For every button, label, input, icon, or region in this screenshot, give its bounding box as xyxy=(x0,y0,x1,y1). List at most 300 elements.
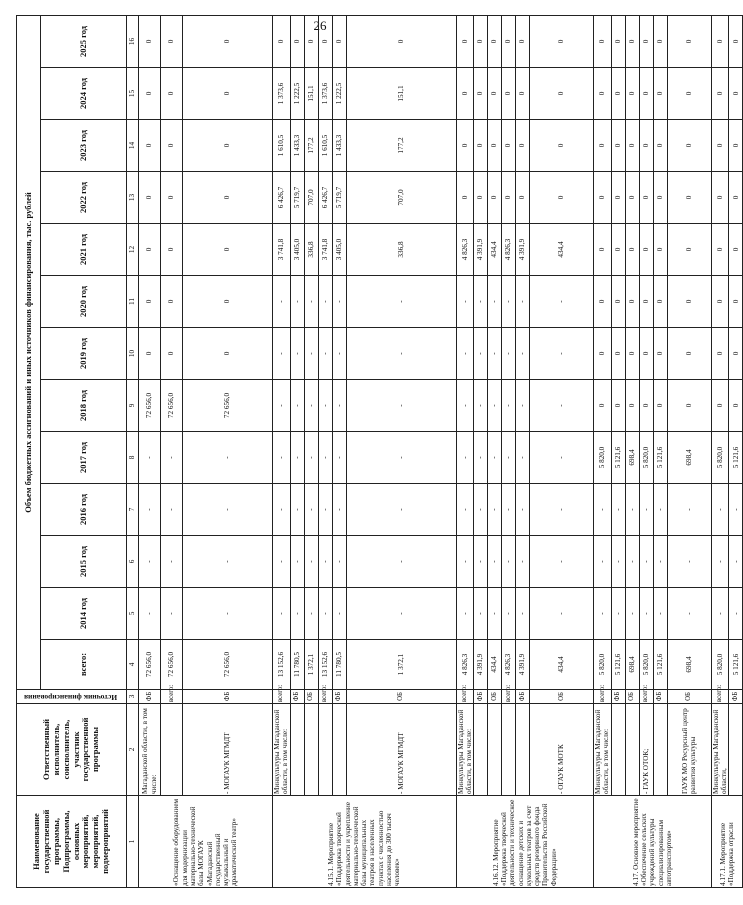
column-number: 5 xyxy=(127,588,139,640)
column-number: 15 xyxy=(127,68,139,120)
year-value-cell: 0 xyxy=(530,15,594,67)
year-value-cell: 0 xyxy=(711,120,729,172)
year-value-cell: 0 xyxy=(161,68,183,120)
year-value-cell: - xyxy=(139,432,161,484)
year-value-cell: - xyxy=(139,536,161,588)
total-cell: 4 391,9 xyxy=(516,640,530,690)
year-value-cell: 707,0 xyxy=(304,172,318,224)
column-number: 13 xyxy=(127,172,139,224)
table-row xyxy=(667,15,711,887)
year-value-cell: 0 xyxy=(474,15,488,67)
source-cell: ОБ xyxy=(488,690,502,704)
year-value-cell: 0 xyxy=(625,15,639,67)
year-value-cell: 707,0 xyxy=(346,172,456,224)
year-value-cell: 0 xyxy=(653,224,667,276)
year-value-cell: - xyxy=(332,380,346,432)
year-value-cell: 1 433,3 xyxy=(332,120,346,172)
header-total: всего: xyxy=(41,640,127,690)
year-value-cell: - xyxy=(161,588,183,640)
executor-cell: - ГАУК ОТОК; xyxy=(639,704,653,796)
table-row xyxy=(474,15,488,887)
executor-cell xyxy=(729,704,743,796)
year-value-cell: 177,2 xyxy=(304,120,318,172)
year-value-cell: 0 xyxy=(667,224,711,276)
source-cell: всего: xyxy=(594,690,612,704)
year-value-cell: 0 xyxy=(667,120,711,172)
year-value-cell: 0 xyxy=(667,276,711,328)
year-value-cell: 0 xyxy=(183,328,273,380)
year-value-cell: 0 xyxy=(502,68,516,120)
year-value-cell: - xyxy=(488,380,502,432)
year-value-cell: 0 xyxy=(653,380,667,432)
year-value-cell: - xyxy=(653,536,667,588)
year-value-cell: 0 xyxy=(611,68,625,120)
year-value-cell: - xyxy=(639,588,653,640)
year-value-cell: - xyxy=(611,536,625,588)
year-value-cell: 0 xyxy=(161,224,183,276)
year-value-cell: 5 820,0 xyxy=(594,432,612,484)
source-cell: всего: xyxy=(456,690,474,704)
year-value-cell: 0 xyxy=(530,120,594,172)
program-name-cell: 4.17. Основное мероприятие «Обеспечение сельских учреждений культуры специализированным автотранспортом» xyxy=(594,796,712,888)
total-cell: 4 826,3 xyxy=(456,640,474,690)
year-value-cell: 1 610,5 xyxy=(318,120,332,172)
year-value-cell: - xyxy=(290,484,304,536)
year-value-cell: - xyxy=(273,380,291,432)
source-cell: ФБ xyxy=(183,690,273,704)
column-number: 7 xyxy=(127,484,139,536)
year-value-cell: - xyxy=(667,484,711,536)
year-value-cell: 0 xyxy=(516,15,530,67)
source-cell: всего: xyxy=(502,690,516,704)
header-volume: Объем бюджетных ассигнований и иных источников финансирования, тыс. рублей xyxy=(17,15,41,689)
year-value-cell: 0 xyxy=(711,224,729,276)
total-cell: 5 121,6 xyxy=(653,640,667,690)
year-value-cell: 0 xyxy=(456,172,474,224)
year-header: 2016 год xyxy=(41,484,127,536)
executor-cell xyxy=(516,704,530,796)
year-header: 2015 год xyxy=(41,536,127,588)
year-value-cell: - xyxy=(594,536,612,588)
year-value-cell: - xyxy=(304,380,318,432)
table-row xyxy=(304,15,318,887)
executor-cell: - МОГАУК МГМДТ xyxy=(346,704,456,796)
year-value-cell: 3 741,8 xyxy=(318,224,332,276)
total-cell: 11 780,5 xyxy=(332,640,346,690)
year-value-cell: 698,4 xyxy=(625,432,639,484)
year-value-cell: 0 xyxy=(625,224,639,276)
total-cell: 5 121,6 xyxy=(729,640,743,690)
year-value-cell: 0 xyxy=(639,276,653,328)
year-value-cell: - xyxy=(273,588,291,640)
header-source: Источник финансирования xyxy=(17,690,127,704)
source-cell: всего: xyxy=(273,690,291,704)
program-name-cell: 4.16.12. Мероприятие «Поддержка творческой деятельности и техническое оснащение детских и кукольных театров за счет средств резервного фонда Правительства Российской Федерации» xyxy=(456,796,594,888)
year-value-cell: 0 xyxy=(653,15,667,67)
year-value-cell: - xyxy=(488,484,502,536)
year-value-cell: 0 xyxy=(161,276,183,328)
year-value-cell: 6 426,7 xyxy=(273,172,291,224)
year-header: 2014 год xyxy=(41,588,127,640)
year-value-cell: - xyxy=(625,588,639,640)
column-number: 4 xyxy=(127,640,139,690)
year-value-cell: 0 xyxy=(594,380,612,432)
year-value-cell: - xyxy=(729,484,743,536)
column-number: 10 xyxy=(127,328,139,380)
year-value-cell: - xyxy=(304,588,318,640)
year-value-cell: 0 xyxy=(474,172,488,224)
executor-cell: Магаданской области, в том числе: xyxy=(139,704,161,796)
year-value-cell: - xyxy=(516,432,530,484)
year-value-cell: 0 xyxy=(474,120,488,172)
year-value-cell: - xyxy=(183,588,273,640)
total-cell: 4 391,9 xyxy=(474,640,488,690)
year-header: 2021 год xyxy=(41,224,127,276)
year-value-cell: 0 xyxy=(611,120,625,172)
table-row xyxy=(611,15,625,887)
year-value-cell: - xyxy=(516,588,530,640)
source-cell: всего: xyxy=(639,690,653,704)
year-value-cell: - xyxy=(729,588,743,640)
header-executor: Ответственный исполнитель, соисполнитель, участник государственной программы xyxy=(17,704,127,796)
executor-cell xyxy=(290,704,304,796)
year-value-cell: 0 xyxy=(516,172,530,224)
year-value-cell: 151,1 xyxy=(346,68,456,120)
table-row xyxy=(653,15,667,887)
executor-cell: - МОГАУК МГМДТ xyxy=(183,704,273,796)
year-value-cell: 1 222,5 xyxy=(332,68,346,120)
year-value-cell: - xyxy=(530,380,594,432)
year-value-cell: - xyxy=(290,380,304,432)
year-value-cell: 0 xyxy=(488,15,502,67)
year-value-cell: 0 xyxy=(653,328,667,380)
year-header: 2024 год xyxy=(41,68,127,120)
year-value-cell: - xyxy=(711,484,729,536)
year-value-cell: - xyxy=(183,536,273,588)
year-value-cell: - xyxy=(139,588,161,640)
year-value-cell: - xyxy=(332,484,346,536)
year-value-cell: 0 xyxy=(729,328,743,380)
year-value-cell: - xyxy=(304,328,318,380)
page-number: 26 xyxy=(313,18,327,33)
source-cell: ФБ xyxy=(729,690,743,704)
source-cell: ОБ xyxy=(304,690,318,704)
year-value-cell: - xyxy=(304,484,318,536)
year-value-cell: 0 xyxy=(653,172,667,224)
year-value-cell: 0 xyxy=(729,172,743,224)
year-value-cell: 0 xyxy=(183,15,273,67)
year-value-cell: 0 xyxy=(667,68,711,120)
total-cell: 434,4 xyxy=(530,640,594,690)
executor-cell xyxy=(304,704,318,796)
year-value-cell: - xyxy=(502,588,516,640)
year-value-cell: 0 xyxy=(594,68,612,120)
year-value-cell: 0 xyxy=(611,328,625,380)
year-value-cell: - xyxy=(530,536,594,588)
year-value-cell: 0 xyxy=(139,172,161,224)
year-value-cell: - xyxy=(474,380,488,432)
year-value-cell: - xyxy=(290,328,304,380)
year-value-cell: 0 xyxy=(456,120,474,172)
year-value-cell: 0 xyxy=(639,224,653,276)
column-number: 3 xyxy=(127,690,139,704)
source-cell: ФБ xyxy=(290,690,304,704)
year-value-cell: 0 xyxy=(474,68,488,120)
year-value-cell: - xyxy=(273,328,291,380)
year-value-cell: - xyxy=(474,328,488,380)
year-value-cell: - xyxy=(183,432,273,484)
table-row xyxy=(639,15,653,887)
year-value-cell: - xyxy=(639,536,653,588)
table-row xyxy=(516,15,530,887)
year-value-cell: - xyxy=(346,432,456,484)
year-value-cell: 0 xyxy=(667,172,711,224)
total-cell: 5 121,6 xyxy=(611,640,625,690)
year-header: 2025 год xyxy=(41,15,127,67)
year-value-cell: 0 xyxy=(667,15,711,67)
year-value-cell: 0 xyxy=(183,120,273,172)
year-value-cell: 0 xyxy=(304,15,318,67)
year-value-cell: 0 xyxy=(729,68,743,120)
year-value-cell: 0 xyxy=(625,120,639,172)
source-cell: ФБ xyxy=(653,690,667,704)
year-value-cell: - xyxy=(530,276,594,328)
source-cell: ОБ xyxy=(667,690,711,704)
year-value-cell: - xyxy=(161,484,183,536)
year-value-cell: 0 xyxy=(625,172,639,224)
year-value-cell: - xyxy=(474,536,488,588)
source-cell: ОБ xyxy=(530,690,594,704)
total-cell: 5 820,0 xyxy=(711,640,729,690)
year-value-cell: 0 xyxy=(318,15,332,67)
source-cell: ФБ xyxy=(139,690,161,704)
year-value-cell: 336,8 xyxy=(346,224,456,276)
year-value-cell: - xyxy=(456,432,474,484)
year-value-cell: 0 xyxy=(530,172,594,224)
year-value-cell: 0 xyxy=(273,15,291,67)
table-row xyxy=(711,15,729,887)
table-row xyxy=(332,15,346,887)
year-value-cell: - xyxy=(456,328,474,380)
year-value-cell: 0 xyxy=(183,276,273,328)
year-value-cell: 6 426,7 xyxy=(318,172,332,224)
table-row xyxy=(161,15,183,887)
year-value-cell: 0 xyxy=(139,224,161,276)
year-value-cell: - xyxy=(502,432,516,484)
total-cell: 11 780,5 xyxy=(290,640,304,690)
year-value-cell: 1 373,6 xyxy=(318,68,332,120)
year-value-cell: - xyxy=(318,380,332,432)
year-value-cell: 5 719,7 xyxy=(332,172,346,224)
year-value-cell: 0 xyxy=(139,15,161,67)
executor-cell: Минкультуры Магаданской области, в том числе: xyxy=(456,704,474,796)
year-value-cell: 0 xyxy=(639,380,653,432)
year-value-cell: - xyxy=(290,588,304,640)
executor-cell xyxy=(502,704,516,796)
year-value-cell: 1 373,6 xyxy=(273,68,291,120)
year-value-cell: - xyxy=(594,484,612,536)
year-value-cell: 0 xyxy=(729,276,743,328)
year-value-cell: - xyxy=(474,276,488,328)
executor-cell: Минкультуры Магаданской области, в том числе: xyxy=(273,704,291,796)
year-value-cell: 0 xyxy=(139,276,161,328)
source-cell: ФБ xyxy=(474,690,488,704)
year-value-cell: 434,4 xyxy=(488,224,502,276)
year-value-cell: 0 xyxy=(729,224,743,276)
year-value-cell: - xyxy=(516,328,530,380)
year-header: 2023 год xyxy=(41,120,127,172)
year-value-cell: 0 xyxy=(729,120,743,172)
year-value-cell: - xyxy=(332,432,346,484)
year-value-cell: 5 121,6 xyxy=(653,432,667,484)
year-value-cell: - xyxy=(318,276,332,328)
year-value-cell: 0 xyxy=(653,276,667,328)
year-value-cell: 0 xyxy=(161,120,183,172)
year-value-cell: 177,2 xyxy=(346,120,456,172)
year-value-cell: 5 121,6 xyxy=(729,432,743,484)
year-value-cell: 4 826,3 xyxy=(456,224,474,276)
year-value-cell: - xyxy=(456,276,474,328)
source-cell: всего: xyxy=(161,690,183,704)
year-value-cell: 1 433,3 xyxy=(290,120,304,172)
year-value-cell: 0 xyxy=(711,276,729,328)
column-number: 14 xyxy=(127,120,139,172)
year-value-cell: 0 xyxy=(594,328,612,380)
year-value-cell: - xyxy=(653,588,667,640)
year-value-cell: 0 xyxy=(456,15,474,67)
year-value-cell: 1 222,5 xyxy=(290,68,304,120)
column-number: 9 xyxy=(127,380,139,432)
year-value-cell: 0 xyxy=(161,15,183,67)
year-value-cell: - xyxy=(161,432,183,484)
year-value-cell: - xyxy=(516,484,530,536)
year-value-cell: 0 xyxy=(611,276,625,328)
column-number: 6 xyxy=(127,536,139,588)
total-cell: 1 372,1 xyxy=(304,640,318,690)
year-value-cell: 0 xyxy=(711,328,729,380)
source-cell: ОБ xyxy=(625,690,639,704)
year-value-cell: 4 391,9 xyxy=(474,224,488,276)
year-value-cell: - xyxy=(530,432,594,484)
year-value-cell: 3 405,0 xyxy=(290,224,304,276)
table-row xyxy=(594,15,612,887)
table-row xyxy=(318,15,332,887)
year-value-cell: - xyxy=(729,536,743,588)
source-cell: ФБ xyxy=(611,690,625,704)
year-value-cell: 5 820,0 xyxy=(711,432,729,484)
year-value-cell: 0 xyxy=(711,380,729,432)
source-cell: ФБ xyxy=(332,690,346,704)
year-value-cell: 4 391,9 xyxy=(516,224,530,276)
year-value-cell: 0 xyxy=(161,172,183,224)
year-value-cell: - xyxy=(502,328,516,380)
year-value-cell: 0 xyxy=(625,328,639,380)
year-value-cell: 0 xyxy=(516,120,530,172)
year-value-cell: 0 xyxy=(139,328,161,380)
executor-cell xyxy=(474,704,488,796)
year-value-cell: 434,4 xyxy=(530,224,594,276)
year-value-cell: 0 xyxy=(594,276,612,328)
year-value-cell: 0 xyxy=(290,15,304,67)
table-row xyxy=(183,15,273,887)
year-value-cell: 0 xyxy=(729,15,743,67)
total-cell: 72 656,0 xyxy=(183,640,273,690)
total-cell: 72 656,0 xyxy=(161,640,183,690)
year-value-cell: - xyxy=(304,432,318,484)
year-value-cell: - xyxy=(318,432,332,484)
year-header: 2022 год xyxy=(41,172,127,224)
total-cell: 5 820,0 xyxy=(639,640,653,690)
year-value-cell: - xyxy=(488,432,502,484)
year-value-cell: - xyxy=(711,536,729,588)
year-header: 2017 год xyxy=(41,432,127,484)
year-header: 2020 год xyxy=(41,276,127,328)
year-value-cell: - xyxy=(318,484,332,536)
total-cell: 698,4 xyxy=(667,640,711,690)
year-value-cell: - xyxy=(456,484,474,536)
year-value-cell: - xyxy=(273,536,291,588)
year-value-cell: 1 610,5 xyxy=(273,120,291,172)
year-value-cell: - xyxy=(332,276,346,328)
year-value-cell: - xyxy=(273,276,291,328)
year-value-cell: - xyxy=(611,588,625,640)
year-value-cell: - xyxy=(474,588,488,640)
year-value-cell: 0 xyxy=(639,68,653,120)
year-value-cell: 0 xyxy=(611,224,625,276)
year-value-cell: 0 xyxy=(594,224,612,276)
year-value-cell: 0 xyxy=(639,328,653,380)
executor-cell xyxy=(611,704,625,796)
executor-cell: Минкультуры Магаданской области, в том числе: xyxy=(594,704,612,796)
table-row xyxy=(729,15,743,887)
year-value-cell: 72 656,0 xyxy=(183,380,273,432)
year-value-cell: - xyxy=(611,484,625,536)
year-value-cell: 698,4 xyxy=(667,432,711,484)
total-cell: 1 372,1 xyxy=(346,640,456,690)
year-value-cell: 0 xyxy=(488,68,502,120)
year-value-cell: 0 xyxy=(502,15,516,67)
year-value-cell: - xyxy=(488,328,502,380)
year-value-cell: - xyxy=(318,536,332,588)
year-value-cell: 0 xyxy=(611,380,625,432)
executor-cell xyxy=(653,704,667,796)
column-number: 11 xyxy=(127,276,139,328)
year-value-cell: - xyxy=(456,380,474,432)
year-value-cell: - xyxy=(474,484,488,536)
table-row xyxy=(346,15,456,887)
year-value-cell: 5 820,0 xyxy=(639,432,653,484)
year-value-cell: - xyxy=(318,328,332,380)
year-value-cell: - xyxy=(346,536,456,588)
year-value-cell: 3 741,8 xyxy=(273,224,291,276)
program-name-cell: 4.17.1. Мероприятие «Поддержка отрасли xyxy=(711,796,743,888)
year-value-cell: - xyxy=(625,536,639,588)
year-value-cell: - xyxy=(332,536,346,588)
executor-cell: Минкультуры Магаданской области, xyxy=(711,704,729,796)
program-name-cell: «Оснащение оборудованием для модернизации материально-технической базы МОГАУК «Магаданский государственный музыкальный и драматический театр» xyxy=(139,796,273,888)
year-value-cell: - xyxy=(346,588,456,640)
year-value-cell: - xyxy=(625,484,639,536)
column-number-row xyxy=(127,15,139,887)
year-value-cell: 0 xyxy=(183,224,273,276)
year-value-cell: - xyxy=(502,380,516,432)
year-value-cell: 0 xyxy=(639,120,653,172)
column-number: 8 xyxy=(127,432,139,484)
column-number: 1 xyxy=(127,796,139,888)
year-value-cell: - xyxy=(304,536,318,588)
table-row xyxy=(139,15,161,887)
program-name-cell: 4.15.1. Мероприятие «Поддержка творческой деятельности и укрепление материально-технической базы муниципальных театров в населенных пунктах с численностью населения до 300 тысяч человек» xyxy=(273,796,457,888)
